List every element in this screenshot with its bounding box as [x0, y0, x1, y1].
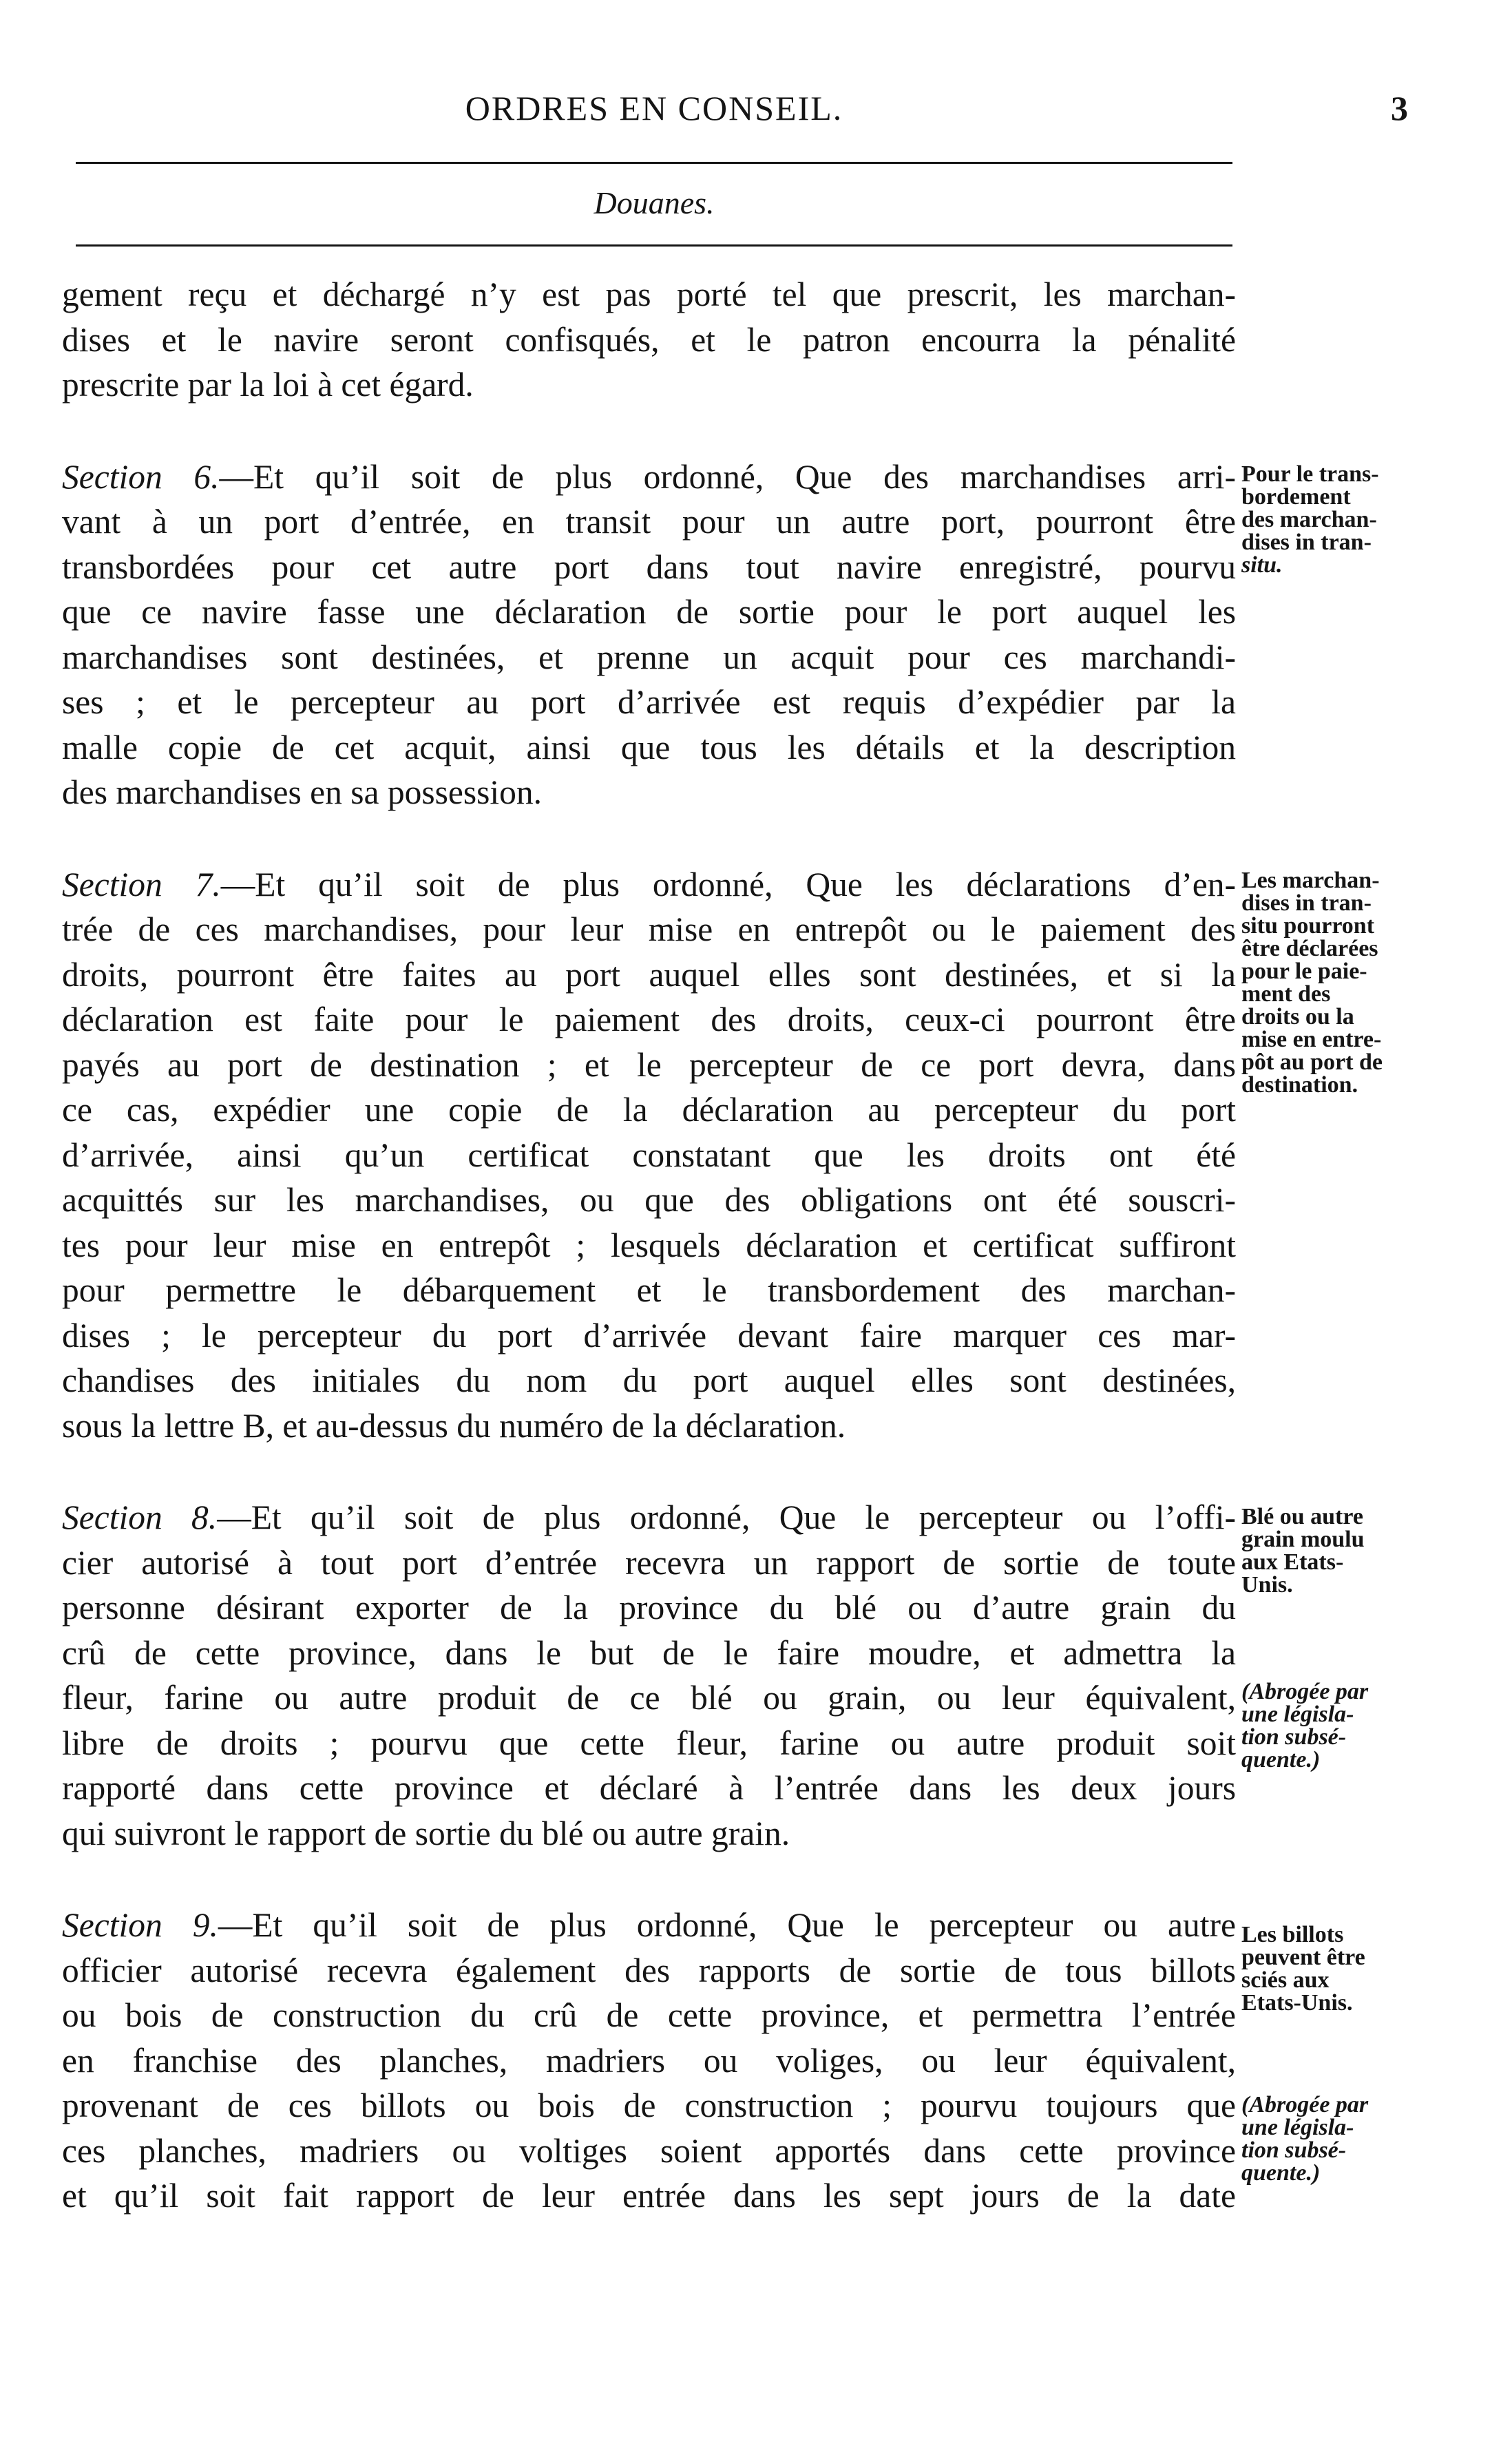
line-text: —Et qu’il soit de plus ordonné, Que des marchandises arri-: [219, 457, 1236, 496]
text-line: rapporté dans cette province et déclaré à l’entrée dans les deux jours: [62, 1769, 1236, 1807]
text-line: dises ; le percepteur du port d’arrivée devant faire marquer ces mar-: [62, 1316, 1236, 1354]
note-line: tion subsé-: [1241, 1724, 1347, 1750]
text-line: libre de droits ; pourvu que cette fleur, farine ou autre produit soit: [62, 1724, 1236, 1762]
note-line: quente.): [1241, 2160, 1321, 2186]
text-line: crû de cette province, dans le but de le faire moudre, et admettra la: [62, 1633, 1236, 1672]
text-line: payés au port de destination ; et le percepteur de ce port devra, dans: [62, 1045, 1236, 1084]
note-line: pôt au port de: [1241, 1049, 1383, 1075]
paragraph-section-7: [62, 862, 1236, 1449]
note-line: une législa-: [1241, 1702, 1354, 1727]
note-line: Les billots: [1241, 1922, 1344, 1947]
text-line: que ce navire fasse une déclaration de sortie pour le port auquel les: [62, 593, 1236, 631]
text-line: dises et le navire seront confisqués, et le patron encourra la pénalité: [62, 320, 1236, 359]
note-line: être déclarées: [1241, 936, 1378, 961]
note-line: bordement: [1241, 484, 1351, 510]
running-title: ORDRES EN CONSEIL.: [465, 89, 843, 127]
line-text: —Et qu’il soit de plus ordonné, Que le percepteur ou autre: [218, 1906, 1236, 1944]
note-line: des marchan-: [1241, 507, 1377, 532]
text-line: malle copie de cet acquit, ainsi que tous les détails et la description: [62, 728, 1236, 766]
margin-note-abrogee-2: [1241, 2093, 1420, 2184]
text-line: fleur, farine ou autre produit de ce blé ou grain, ou leur équivalent,: [62, 1679, 1236, 1717]
note-line: situ pourront: [1241, 913, 1375, 939]
note-line: situ.: [1241, 552, 1283, 578]
text-line: personne désirant exporter de la province du blé ou d’autre grain du: [62, 1589, 1236, 1626]
text-line: provenant de ces billots ou bois de construction ; pourvu toujours que: [62, 2086, 1236, 2124]
body-text: [62, 272, 1236, 2219]
text-line: cier autorisé à tout port d’entrée recevra un rapport de sortie de toute: [62, 1543, 1236, 1582]
text-line: officier autorisé recevra également des rapports de sortie de tous billots: [62, 1951, 1236, 1989]
text-line: droits, pourront être faites au port auquel elles sont destinées, et si la: [62, 955, 1236, 994]
note-line: Blé ou autre: [1241, 1504, 1363, 1529]
margin-note-declaration: [1241, 869, 1420, 1096]
note-line: Etats-Unis.: [1241, 1990, 1353, 2016]
text-line: en franchise des planches, madriers ou voliges, ou leur équivalent,: [62, 2041, 1236, 2080]
paragraph-section-8: [62, 1495, 1236, 1856]
note-line: (Abrogée par: [1241, 1679, 1369, 1704]
note-line: Les marchan-: [1241, 868, 1380, 893]
line-text: —Et qu’il soit de plus ordonné, Que les déclarations d’en-: [220, 865, 1237, 903]
text-line: marchandises sont destinées, et prenne un acquit pour ces marchandi-: [62, 638, 1236, 676]
text-line: pour permettre le débarquement et le transbordement des marchan-: [62, 1271, 1236, 1309]
text-line: [62, 862, 1236, 908]
text-line: qui suivront le rapport de sortie du blé ou autre grain.: [62, 1814, 790, 1852]
text-line: acquittés sur les marchandises, ou que des obligations ont été souscri-: [62, 1181, 1236, 1219]
section-label: Section 8.: [62, 1498, 218, 1536]
text-line: [62, 1495, 1236, 1540]
line-text: —Et qu’il soit de plus ordonné, Que le percepteur ou l’offi-: [217, 1498, 1236, 1536]
text-line: transbordées pour cet autre port dans tout navire enregistré, pourvu: [62, 547, 1236, 586]
margin-note-billots: [1241, 1923, 1420, 2014]
text-line: tes pour leur mise en entrepôt ; lesquels déclaration et certificat suffiront: [62, 1226, 1236, 1264]
section-label: Section 6.: [62, 457, 220, 496]
text-line: chandises des initiales du nom du port auquel elles sont destinées,: [62, 1361, 1236, 1399]
text-line: gement reçu et déchargé n’y est pas porté tel que prescrit, les marchan-: [62, 275, 1236, 313]
text-line: sous la lettre B, et au-dessus du numéro de la déclaration.: [62, 1406, 846, 1445]
margin-note-abrogee-1: [1241, 1680, 1420, 1771]
note-line: tion subsé-: [1241, 2137, 1347, 2163]
text-line: déclaration est faite pour le paiement des droits, ceux-ci pourront être: [62, 1001, 1236, 1038]
paragraph-section-9: [62, 1903, 1236, 2219]
paragraph-section-6: [62, 454, 1236, 815]
text-line: trée de ces marchandises, pour leur mise en entrepôt ou le paiement des: [62, 910, 1236, 948]
note-line: peuvent être: [1241, 1945, 1365, 1970]
paragraph-continuation: [62, 272, 1236, 408]
text-line: prescrite par la loi à cet égard.: [62, 366, 474, 404]
note-line: grain moulu: [1241, 1527, 1365, 1552]
note-line: dises in tran-: [1241, 530, 1372, 555]
text-line: [62, 1903, 1236, 1948]
note-line: aux Etats-: [1241, 1549, 1344, 1575]
note-line: destination.: [1241, 1072, 1358, 1098]
note-line: droits ou la: [1241, 1004, 1354, 1029]
margin-note-ble: [1241, 1505, 1420, 1596]
note-line: ment des: [1241, 981, 1331, 1007]
note-line: Pour le trans-: [1241, 461, 1379, 487]
text-line: ces planches, madriers ou voltiges soient apportés dans cette province: [62, 2131, 1236, 2170]
text-line: [62, 454, 1236, 500]
note-line: une législa-: [1241, 2115, 1354, 2140]
note-line: quente.): [1241, 1747, 1321, 1772]
section-subtitle: Douanes.: [594, 185, 715, 220]
note-line: mise en entre-: [1241, 1027, 1382, 1052]
note-line: (Abrogée par: [1241, 2092, 1369, 2117]
text-line: ses ; et le percepteur au port d’arrivée est requis d’expédier par la: [62, 683, 1236, 721]
text-line: des marchandises en sa possession.: [62, 773, 542, 811]
text-line: ce cas, expédier une copie de la déclaration au percepteur du port: [62, 1091, 1236, 1129]
section-label: Section 9.: [62, 1906, 218, 1944]
header-rule-bottom: [76, 244, 1232, 247]
section-label: Section 7.: [62, 865, 221, 903]
note-line: dises in tran-: [1241, 890, 1372, 916]
note-line: pour le paie-: [1241, 959, 1367, 984]
note-line: Unis.: [1241, 1572, 1293, 1598]
text-line: et qu’il soit fait rapport de leur entrée dans les sept jours de la date: [62, 2177, 1236, 2215]
header-rule-top: [76, 162, 1232, 164]
text-line: d’arrivée, ainsi qu’un certificat constatant que les droits ont été: [62, 1136, 1236, 1174]
margin-note-transbordement: [1241, 463, 1420, 576]
page-number: 3: [1391, 89, 1408, 127]
text-line: vant à un port d’entrée, en transit pour un autre port, pourront être: [62, 503, 1236, 541]
text-line: ou bois de construction du crû de cette province, et permettra l’entrée: [62, 1996, 1236, 2034]
note-line: sciés aux: [1241, 1967, 1330, 1993]
